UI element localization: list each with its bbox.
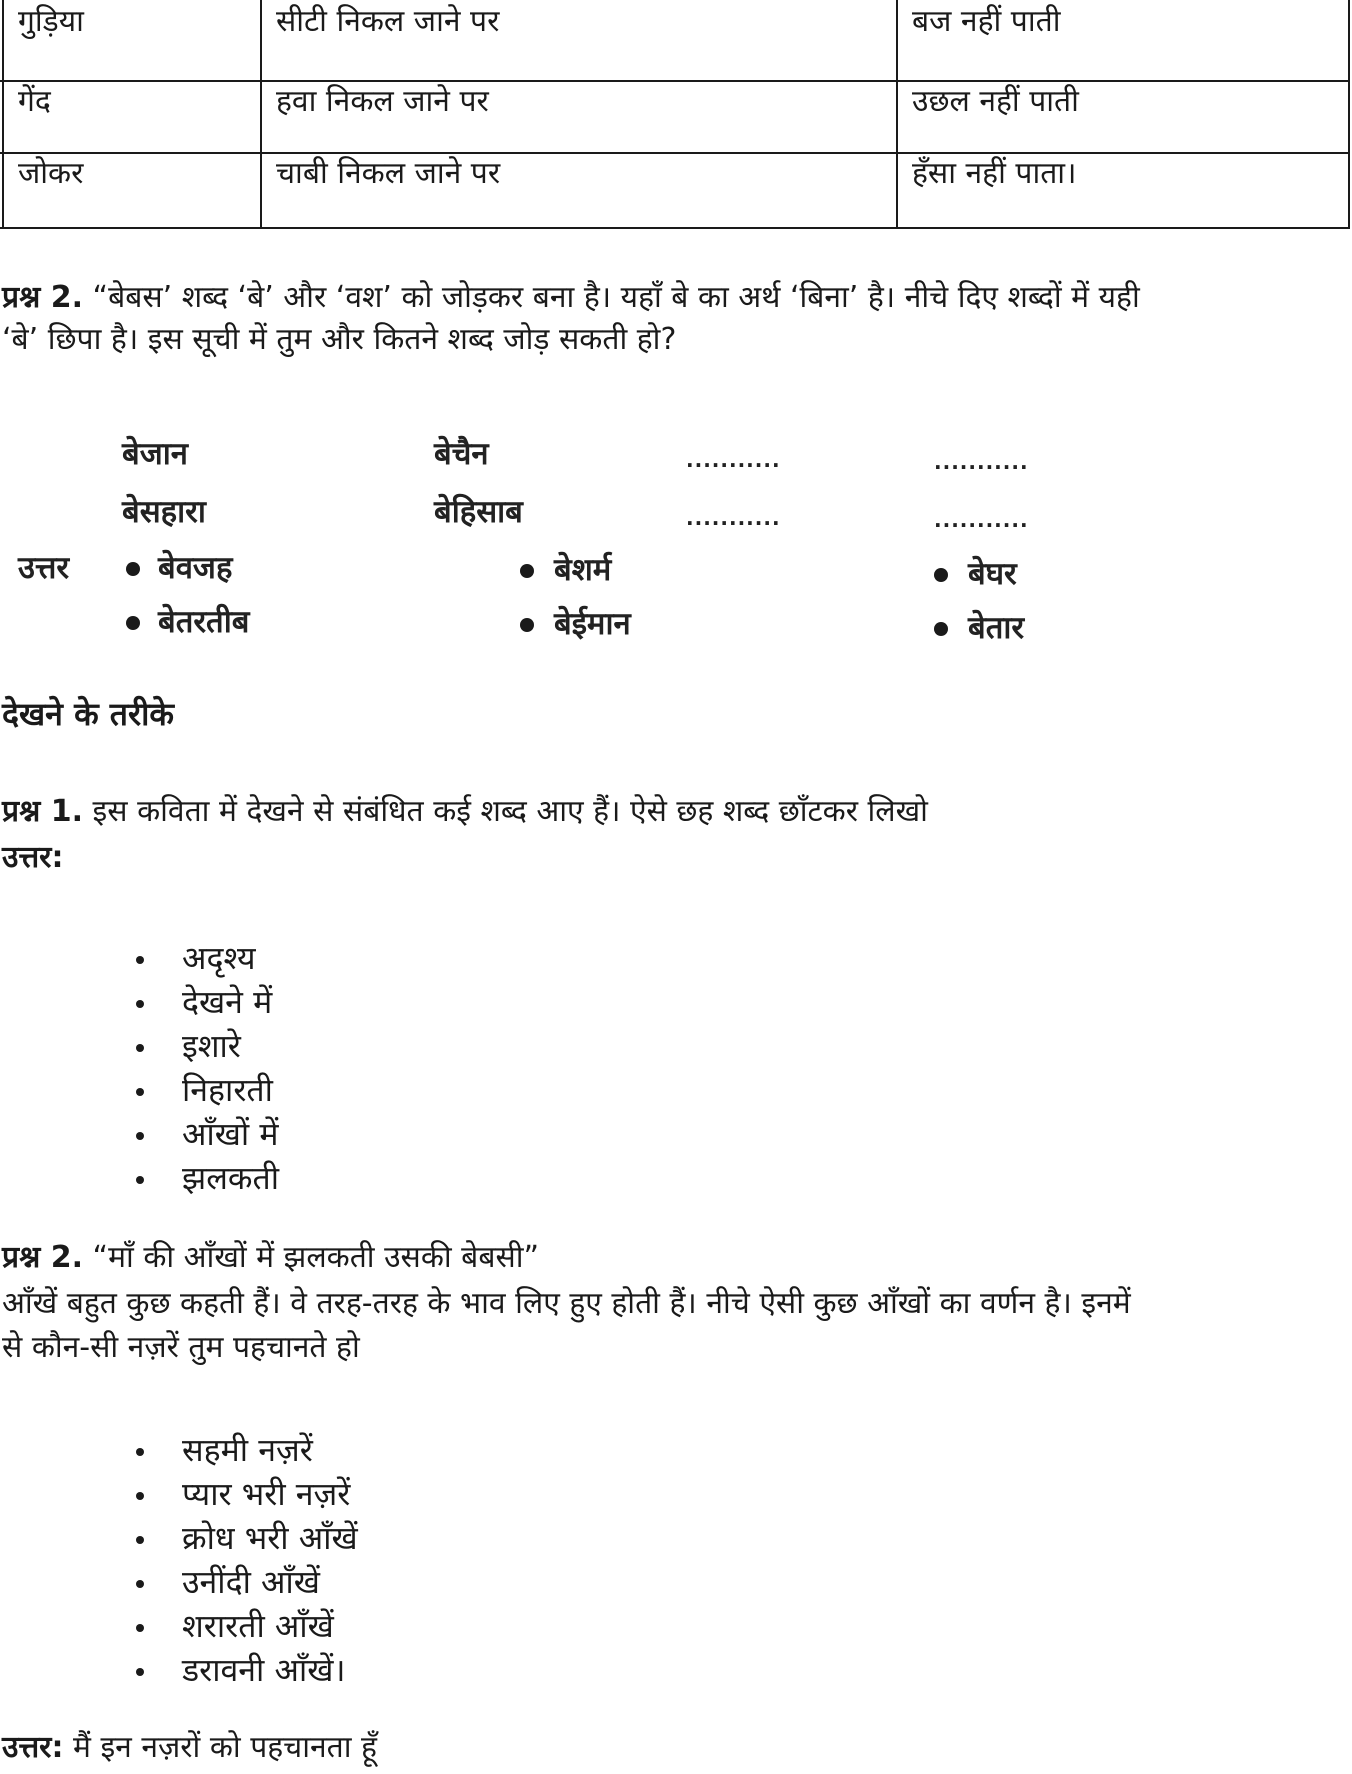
list-item: आँखों में	[182, 1115, 279, 1153]
table-rule	[0, 152, 1350, 154]
answer-word: बेवजह	[158, 550, 233, 586]
list-item: देखने में	[182, 983, 273, 1021]
list-item: प्यार भरी नज़रें	[182, 1475, 351, 1513]
answer-label: उत्तर:	[2, 1730, 64, 1765]
table-rule	[0, 80, 1350, 82]
bullet-dot	[136, 1624, 144, 1632]
question-seeing	[2, 790, 928, 834]
list-item: शरारती आँखें	[182, 1607, 334, 1645]
list-item: झलकती	[182, 1159, 279, 1197]
question-label: प्रश्न 2.	[2, 1240, 83, 1275]
bullet-dot	[126, 616, 140, 630]
answer-word: बेघर	[968, 556, 1017, 592]
list-item: अदृश्य	[182, 939, 256, 977]
list-item: इशारे	[182, 1027, 241, 1065]
section-heading: देखने के तरीके	[2, 695, 174, 733]
answer-word: बेतरतीब	[158, 604, 250, 640]
question-eyes-line1: आँखें बहुत कुछ कहती हैं। वे तरह-तरह के भाव लिए हुए होती हैं। नीचे ऐसी कुछ आँखों का वर्णन है। इनमें	[2, 1286, 1131, 1321]
question-label: प्रश्न 1.	[2, 794, 83, 829]
bullet-dot	[136, 1448, 144, 1456]
question-text: इस कविता में देखने से संबंधित कई शब्द आए हैं। ऐसे छह शब्द छाँटकर लिखो	[83, 794, 928, 829]
answer-word: बेईमान	[554, 606, 631, 642]
table-cell: जोकर	[18, 156, 84, 191]
book-word: बेसहारा	[122, 494, 206, 530]
question-be-line2: ‘बे’ छिपा है। इस सूची में तुम और कितने शब्द जोड़ सकती हो?	[2, 322, 677, 357]
final-answer	[2, 1726, 377, 1770]
table-cell: गेंद	[18, 84, 51, 119]
question-eyes-quote	[2, 1236, 539, 1280]
table-cell: उछल नहीं पाती	[912, 84, 1079, 119]
book-word: बेचैन	[434, 436, 489, 472]
table-cell: हँसा नहीं पाता।	[912, 156, 1077, 191]
blank-dots: ...........	[686, 506, 781, 530]
table-cell: चाबी निकल जाने पर	[276, 156, 501, 191]
list-item: उनींदी आँखें	[182, 1563, 320, 1601]
table-rule	[0, 227, 1350, 229]
table-cell: गुड़िया	[18, 4, 84, 39]
answer-text: मैं इन नज़रों को पहचानता हूँ	[63, 1730, 377, 1765]
bullet-dot	[934, 568, 948, 582]
bullet-dot	[126, 562, 140, 576]
blank-dots: ...........	[934, 508, 1029, 532]
table-cell: सीटी निकल जाने पर	[276, 4, 500, 39]
answer-label: उत्तर	[18, 550, 70, 586]
bullet-dot	[136, 956, 144, 964]
answer-word: बेशर्म	[554, 552, 612, 588]
bullet-dot	[136, 1000, 144, 1008]
bullet-dot	[934, 622, 948, 636]
bullet-dot	[136, 1580, 144, 1588]
blank-dots: ...........	[934, 450, 1029, 474]
bullet-dot	[136, 1132, 144, 1140]
table-rule	[1348, 0, 1350, 229]
question-eyes-line2: से कौन-सी नज़रें तुम पहचानते हो	[2, 1330, 360, 1365]
table-cell: हवा निकल जाने पर	[276, 84, 489, 119]
list-item: क्रोध भरी आँखें	[182, 1519, 358, 1557]
blank-dots: ...........	[686, 448, 781, 472]
question-label: प्रश्न 2.	[2, 280, 83, 315]
question-text: “माँ की आँखों में झलकती उसकी बेबसी”	[83, 1240, 540, 1275]
question-be-line1	[2, 276, 1140, 320]
table-rule	[2, 0, 4, 229]
list-item: डरावनी आँखें।	[182, 1651, 346, 1689]
question-text: “बेबस’ शब्द ‘बे’ और ‘वश’ को जोड़कर बना है। यहाँ बे का अर्थ ‘बिना’ है। नीचे दिए शब्दों में यही	[83, 280, 1140, 315]
table-rule	[260, 0, 262, 229]
bullet-dot	[136, 1668, 144, 1676]
book-word: बेजान	[122, 436, 188, 472]
answer-word: बेतार	[968, 610, 1025, 646]
table-rule	[896, 0, 898, 229]
bullet-dot	[136, 1492, 144, 1500]
bullet-dot	[136, 1536, 144, 1544]
bullet-dot	[136, 1044, 144, 1052]
list-item: सहमी नज़रें	[182, 1431, 313, 1469]
list-item: निहारती	[182, 1071, 273, 1109]
answer-label: उत्तर:	[2, 840, 64, 875]
bullet-dot	[520, 564, 534, 578]
table-cell: बज नहीं पाती	[912, 4, 1061, 39]
bullet-dot	[136, 1088, 144, 1096]
bullet-dot	[136, 1176, 144, 1184]
bullet-dot	[520, 618, 534, 632]
book-word: बेहिसाब	[434, 494, 523, 530]
